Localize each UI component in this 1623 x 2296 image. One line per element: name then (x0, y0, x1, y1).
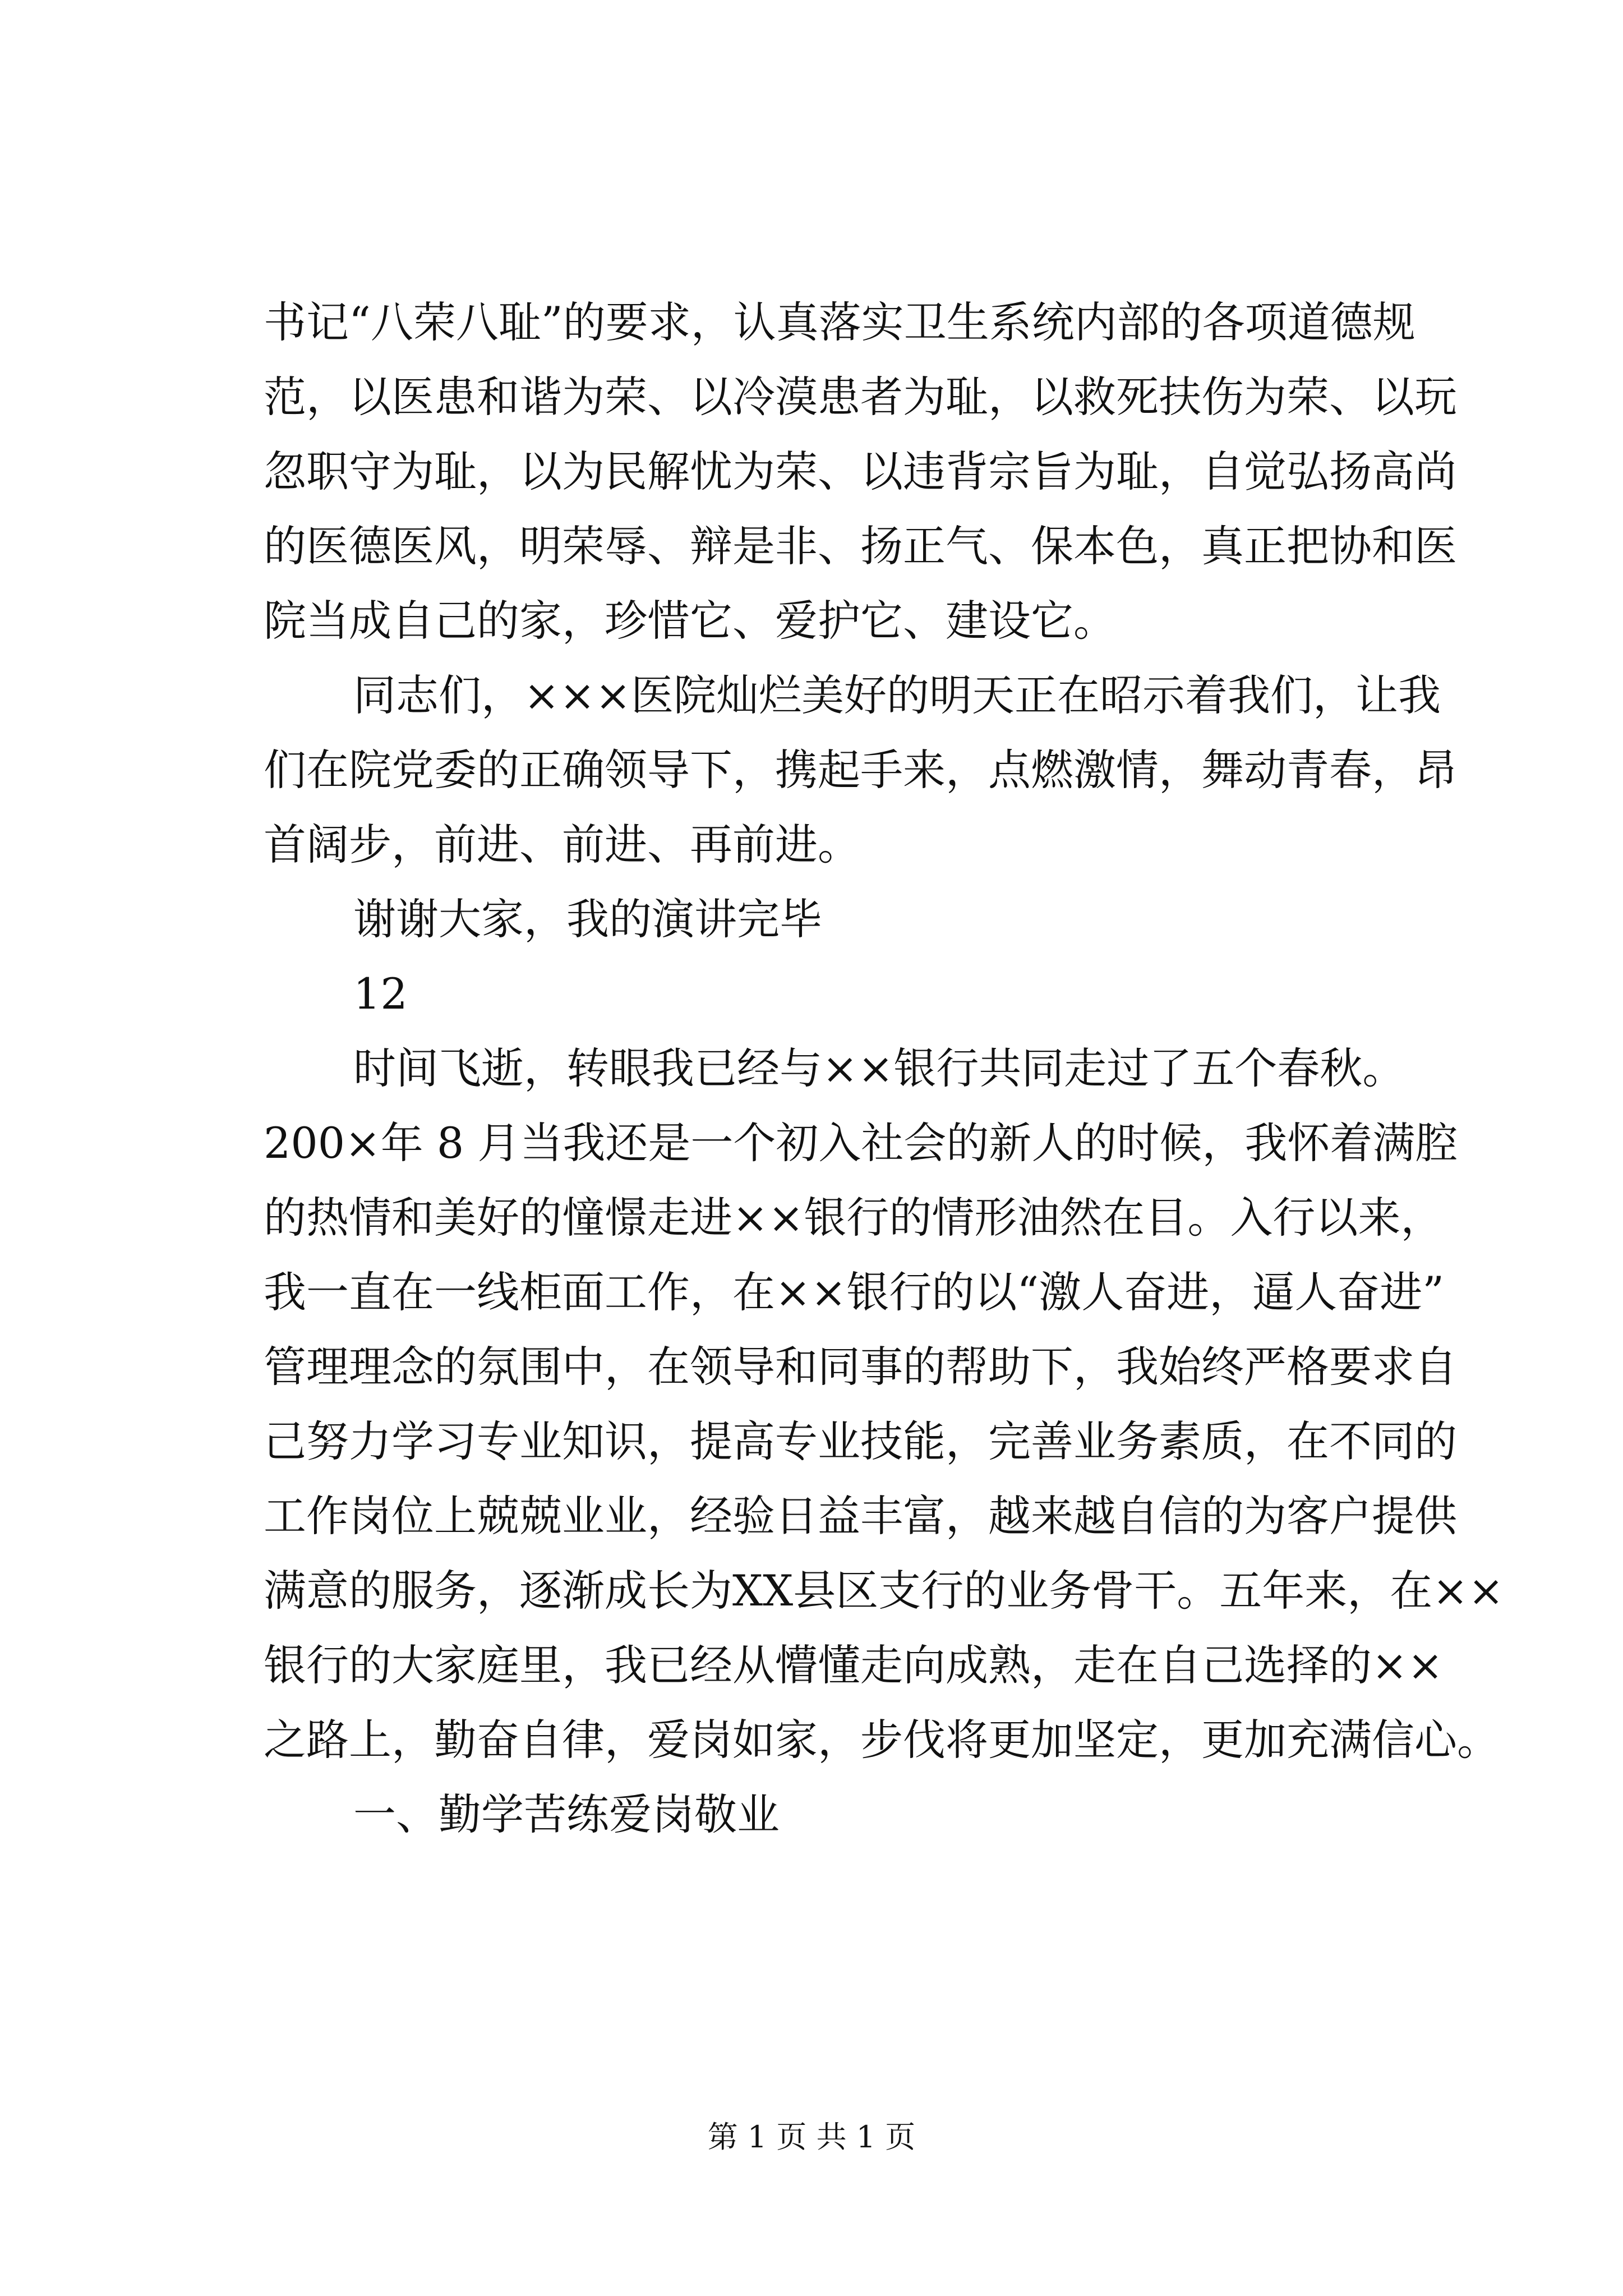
paragraph-first-line: 同志们，×××医院灿烂美好的明天正在昭示着我们，让我 (353, 670, 1441, 720)
text-line: 满意的服务，逐渐成长为XX县区支行的业务骨干。五年来，在×× (264, 1566, 1504, 1616)
text-line: 我一直在一线柜面工作，在××银行的以“激人奋进，逼人奋进” (264, 1267, 1445, 1317)
paragraph-first-line: 谢谢大家，我的演讲完毕 (353, 894, 822, 944)
section-heading: 一、勤学苦练爱岗敬业 (353, 1789, 780, 1839)
text-line: 的热情和美好的憧憬走进××银行的情形油然在目。入行以来， (264, 1193, 1444, 1243)
text-line: 之路上，勤奋自律，爱岗如家，步伐将更加坚定，更加充满信心。 (264, 1715, 1500, 1765)
text-line: 院当成自己的家，珍惜它、爱护它、建设它。 (264, 596, 1116, 646)
paragraph-first-line: 时间飞逝，转眼我已经与××银行共同走过了五个春秋。 (353, 1043, 1405, 1093)
text-line: 忽职守为耻，以为民解忧为荣、以违背宗旨为耻，自觉弘扬高尚 (264, 447, 1457, 496)
text-line: 的医德医风，明荣辱、辩是非、扬正气、保本色，真正把协和医 (264, 521, 1457, 571)
text-line: 银行的大家庭里，我已经从懵懂走向成熟，走在自己选择的×× (264, 1640, 1444, 1690)
text-line: 首阔步，前进、前进、再前进。 (264, 820, 860, 869)
text-line: 范，以医患和谐为荣、以冷漠患者为耻，以救死扶伤为荣、以玩 (264, 372, 1457, 422)
text-line: 书记“八荣八耻”的要求，认真落实卫生系统内部的各项道德规 (264, 297, 1415, 347)
page-footer: 第 1 页 共 1 页 (707, 2119, 916, 2155)
text-line: 200×年 8 月当我还是一个初入社会的新人的时候，我怀着满腔 (264, 1118, 1458, 1168)
section-number: 12 (353, 969, 408, 1019)
text-line: 工作岗位上兢兢业业，经验日益丰富，越来越自信的为客户提供 (264, 1491, 1457, 1541)
text-line: 们在院党委的正确领导下，携起手来，点燃激情，舞动青春，昂 (264, 745, 1457, 795)
text-line: 管理理念的氛围中，在领导和同事的帮助下，我始终严格要求自 (264, 1342, 1457, 1392)
text-line: 己努力学习专业知识，提高专业技能，完善业务素质，在不同的 (264, 1416, 1457, 1466)
